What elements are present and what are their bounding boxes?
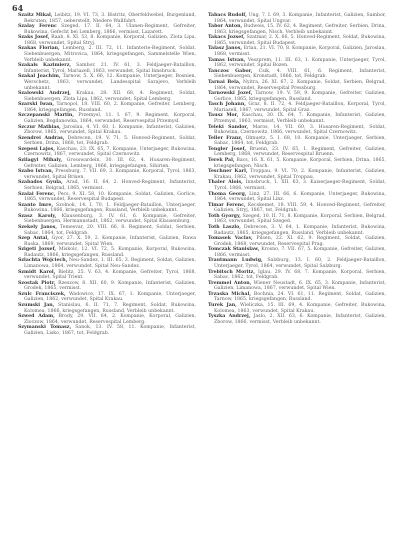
entry-text: Sanok, 13. IV. 58, 11. Kompanie, Infanterist, Galizien, Lisko, 1867, tot, Feldgrab. bbox=[24, 325, 196, 336]
entry-text: Szolnok, 14. I. 70, 1. Feldjaeger-Bataillon, Unterjaeger, Bukowina, 1866, kriegsgefangen, Russland, Verbleib unbekannt. bbox=[24, 202, 196, 214]
list-item bbox=[208, 314, 386, 325]
list-item bbox=[18, 74, 196, 91]
entry-text: Arad, 16. II. 64, 2. Honved-Regiment, Infanterist, Serbien, Belgrad, 1865, vermisst. bbox=[24, 180, 196, 191]
entry-text: Wadowice, 17. IX. 67, 1. Kompanie, Unterjaeger, Galizien, 1862, verwundet, Spital Krakau. bbox=[24, 291, 196, 303]
entry-name: Szabados Gyula, bbox=[18, 180, 63, 186]
entry-name: Toth Laszlo, bbox=[208, 224, 241, 230]
list-item bbox=[208, 58, 386, 69]
entry-name: Tamas Istvan, bbox=[208, 57, 246, 63]
entry-name: Szakals Kazimierz, bbox=[18, 63, 72, 69]
list-item bbox=[208, 214, 386, 225]
list-item bbox=[18, 158, 196, 169]
entry-text: Maros, 14. VII. 60, 3. Husaren-Regiment, Soldat, Bukowina, Czernowitz, 1866, verwundet, Spital Czernowitz. bbox=[214, 124, 386, 136]
list-item bbox=[208, 292, 386, 303]
entry-name: Teschner Karl, bbox=[208, 169, 248, 175]
entry-text: Bielitz, 25. V. 63, 4. Kompanie, Gefreiter, Tyrol, 1868, verwundet, Spital Trient. bbox=[24, 269, 196, 281]
list-item bbox=[208, 158, 386, 169]
entry-name: Trebitsch Moritz, bbox=[208, 269, 255, 275]
list-item bbox=[208, 180, 386, 191]
entry-text: Wieliczka, 15. III. 69, 4. Kompanie, Gefreiter, Bukowina, Kolomea, 1863, verwundet, Spital Krakau. bbox=[214, 303, 387, 314]
list-item bbox=[18, 247, 196, 258]
entry-text: Szeged, 17. II. 64, 3. Ulanen-Regiment, Gefreiter, Bukowina, Gefecht bei Lemberg, 1866, vermisst, Lazarett. bbox=[24, 24, 196, 35]
left-column bbox=[18, 13, 196, 337]
entry-text: Budweis, 15. IV. 62, 4. Regiment, Gefreiter, Serbien, Drina, 1863, kriegsgefangen, Nisch, Verbleib unbekannt. bbox=[214, 24, 386, 35]
list-item bbox=[208, 147, 386, 158]
entry-name: Trzaska Michal, bbox=[208, 291, 251, 297]
entry-name: Szymanski Tomasz, bbox=[18, 325, 72, 331]
entry-text: Gyor, 27. X. 59, 2. Kompanie, Infanterist, Galizien, Rawa Ruska, 1869, verwundet, Spital Wien. bbox=[24, 236, 197, 247]
entry-text: Troppau, 9. VI. 70, 2. Kompanie, Infanterist, Galizien, Krakau, 1862, verwundet, Spital Troppau. bbox=[214, 169, 386, 180]
entry-name: Talasz Janos, bbox=[208, 46, 242, 52]
list-item bbox=[208, 270, 386, 281]
entry-name: Szakal Joachim, bbox=[18, 74, 61, 80]
entry-name: Szep Antal, bbox=[18, 236, 49, 242]
entry-text: Wiener Neustadt, 6. IX. 65, 3. Kompanie, Infanterist, Galizien, Limanowa, 1867, verwundet, Spital Wien. bbox=[214, 280, 386, 292]
entry-text: Przemysl, 11. I. 67, 9. Regiment, Korporal, Galizien, Bogdanowka, 1864, verwundet, Reservespital Przemysl. bbox=[24, 113, 196, 124]
entry-name: Tomczak Stanislaw, bbox=[208, 247, 260, 253]
list-item bbox=[208, 91, 386, 102]
entry-text: Debrecen, 3. V. 64, 1. Kompanie, Infanterist, Bukowina, Radautz, 1865, kriegsgefangen, Russland, Verbleib unbekannt. bbox=[214, 224, 386, 236]
entry-name: Tanczos Gabor, bbox=[208, 68, 253, 74]
entry-name: Trautmann Ludwig, bbox=[208, 258, 263, 264]
list-item bbox=[18, 203, 196, 214]
entry-text: Olmuetz, 5. I. 68, 10. Kompanie, Unterjaeger, Serbien, Sabac, 1864, tot, Feldgrab. bbox=[214, 135, 386, 147]
entry-name: Turek Jan, bbox=[208, 303, 237, 309]
entry-text: Csik, 4. VIII. 61, 6. Regiment, Infanterist, Siebenbuergen, Kronstadt, 1866, tot, Feldgrab. bbox=[214, 68, 386, 80]
list-item bbox=[208, 13, 386, 24]
entry-name: Szlachta Wojciech, bbox=[18, 258, 68, 264]
list-item bbox=[208, 236, 386, 247]
list-item bbox=[18, 113, 196, 124]
list-item bbox=[208, 80, 386, 91]
entry-text: Bacs, 16. X. 61, 5. Kompanie, Korporal, Serbien, Drina, 1865, kriegsgefangen, Nisch. bbox=[214, 158, 386, 169]
right-column bbox=[208, 13, 386, 325]
entry-text: Iglau, 29. IV. 68, 7. Kompanie, Korporal, Serbien, Sabac, 1862, tot, Feldgrab. bbox=[214, 269, 386, 281]
entry-text: Erlau, 21. VI. 70, 8. Kompanie, Korporal, Galizien, Jaroslau, 1868, vermisst. bbox=[214, 46, 386, 58]
list-item bbox=[208, 136, 386, 147]
entry-text: Pecs, 9. XI. 58, 10. Kompanie, Soldat, Galizien, Gorlice, 1865, verwundet, Reservespital Budapest. bbox=[24, 191, 196, 203]
entry-name: Szostak Piotr, bbox=[18, 280, 56, 286]
list-item bbox=[18, 292, 196, 303]
list-item bbox=[18, 147, 196, 158]
entry-text: Tarnopol, 18. VIII. 60, 2. Kompanie, Gefreiter, Lemberg, 1864, kriegsgefangen, Russland. bbox=[24, 102, 196, 113]
entry-text: Kaschau, 23. IX. 65, 7. Kompanie, Unterjaeger, Bukowina, Czernowitz, 1867, verwundet, Spital Czernowitz. bbox=[24, 146, 196, 158]
entry-text: Grosswardein, 30. III. 62, 4. Husaren-Regiment, Gefreiter, Galizien, Lemberg, 1866, kriegsgefangen, Sibirien. bbox=[24, 158, 196, 169]
entry-text: Tarnow, 5. X. 66, 12. Kompanie, Unterjaeger, Bosnien, Werschetz, 1863, verwundet, Landesspital Sarajevo, Verbleib unbekannt. bbox=[24, 74, 196, 91]
list-item bbox=[18, 314, 196, 325]
entry-text: Raab, 8. XI. 53, 8. Kompanie, Korporal, Galizien, Zlota Lipa, 1868, verwundet, Spital Stryj. bbox=[24, 35, 197, 46]
entry-name: Takacs Jozsef, bbox=[208, 35, 245, 41]
entry-name: Szumski Jan, bbox=[18, 303, 55, 309]
list-item bbox=[208, 192, 386, 203]
entry-name: Szmidt Karol, bbox=[18, 269, 56, 275]
list-item bbox=[18, 281, 196, 292]
entry-name: Szendrei Andras, bbox=[18, 135, 65, 141]
entry-name: Szasz Karoly, bbox=[18, 213, 57, 219]
entry-name: Tasch Johann, bbox=[208, 102, 246, 108]
entry-name: Szalai Ferenc, bbox=[18, 191, 56, 197]
entry-text: Pilsen, 22. XI. 62, 9. Regiment, Soldat, Galizien, Grodek, 1868, verwundet, Reservespital Prag. bbox=[214, 236, 386, 247]
page-number: 64 bbox=[12, 3, 24, 13]
entry-name: Terek Pal, bbox=[208, 158, 235, 164]
list-item bbox=[208, 113, 386, 124]
list-item bbox=[18, 180, 196, 191]
entry-name: Tomasek Vaclav, bbox=[208, 236, 253, 242]
entry-text: Miskolc, 12. VI. 72, 5. Kompanie, Korporal, Bukowina, Radautz, 1866, kriegsgefangen, Russland. bbox=[24, 247, 196, 258]
entry-name: Tausz Mor, bbox=[208, 113, 239, 119]
entry-text: Nyitra, 26. XI. 67, 2. Kompanie, Soldat, Serbien, Belgrad, 1864, verwundet, Reservespital Pressburg. bbox=[214, 79, 386, 91]
list-item bbox=[208, 24, 386, 35]
list-item bbox=[18, 270, 196, 281]
entry-name: Tremmel Anton, bbox=[208, 280, 252, 286]
list-item bbox=[208, 169, 386, 180]
list-item bbox=[18, 46, 196, 63]
list-item bbox=[18, 63, 196, 74]
list-item bbox=[208, 69, 386, 80]
list-item bbox=[18, 325, 196, 336]
list-item bbox=[208, 258, 386, 269]
entry-name: Szilagyi Mihaly, bbox=[18, 158, 63, 164]
entry-name: Szaks Josef, bbox=[18, 35, 50, 41]
list-item bbox=[18, 169, 196, 180]
entry-text: Ung, 7. I. 69, 3. Kompanie, Infanterist, Galizien, Sambor, 1864, verwundet, Spital Ungvar. bbox=[214, 13, 386, 24]
entry-name: Szanto Imre, bbox=[18, 202, 54, 208]
entry-text: Linz, 27. III. 66, 6. Kompanie, Unterjaeger, Bukowina, 1864, verwundet, Spital Linz. bbox=[214, 191, 386, 203]
entry-text: Krakau, 28. XII. 68, 4. Regiment, Soldat, Siebenbuergen, Zlota Lipa, 1862, verwundet, Spital Lemberg. bbox=[24, 91, 196, 102]
list-item bbox=[18, 192, 196, 203]
list-item bbox=[18, 35, 196, 46]
entry-text: Jaslo, 2. XII. 63, 6. Kompanie, Infanterist, Galizien, Zborow, 1866, vermisst, Verbleib unbekannt. bbox=[214, 314, 386, 325]
list-item bbox=[208, 281, 386, 292]
entry-text: Kaschau, 30. IX. 64, 7. Kompanie, Infanterist, Galizien, Przemysl, 1863, vermisst, Verbleib unbekannt. bbox=[214, 113, 387, 124]
list-item bbox=[18, 225, 196, 236]
entry-name: Thaler Alois, bbox=[208, 180, 243, 186]
entry-text: Salzburg, 13. I. 60, 2. Feldjaeger-Bataillon, Unterjaeger, Tyrol, 1864, verwundet, Spital Salzburg. bbox=[214, 258, 386, 270]
entry-text: Neu-Sandez, 1. III. 65, 3. Regiment, Soldat, Galizien, Limanowa, 1864, verwundet, Spital Neu-Sandez. bbox=[24, 258, 196, 270]
entry-name: Szulc Franciszek, bbox=[18, 291, 66, 297]
list-item bbox=[208, 247, 386, 258]
entry-name: Szakas Florian, bbox=[18, 46, 60, 52]
entry-text: Temesvar, 20. VIII. 66, 8. Regiment, Soldat, Serbien, Sabac, 1864, tot, Feldgrab. bbox=[24, 224, 196, 236]
list-item bbox=[18, 214, 196, 225]
list-item bbox=[18, 136, 196, 147]
entry-name: Tabacs Rudolf, bbox=[208, 13, 247, 18]
entry-text: Bochnia, 24. VI. 61, 11. Regiment, Soldat, Galizien, Tarnow, 1865, kriegsgefangen, Russland. bbox=[214, 291, 386, 303]
entry-text: Kecskemet, 18. VIII. 59, 4. Honved-Regiment, Gefreiter, Galizien, Stryj, 1867, tot, Feldgrab. bbox=[214, 202, 386, 214]
entry-name: Szaitz Mikal, bbox=[18, 13, 53, 18]
entry-text: Szeged, 10. II. 71, 8. Kompanie, Korporal, Serbien, Belgrad, 1863, verwundet, Spital Szeged. bbox=[214, 213, 386, 225]
entry-text: Innsbruck, 1. XII. 63, 3. Kaiserjaeger-Regiment, Soldat, Tyrol, 1866, vermisst. bbox=[214, 180, 386, 191]
entry-name: Szepesi Lajos, bbox=[18, 146, 55, 152]
list-item bbox=[18, 236, 196, 247]
entry-text: Sambor, 21. IV. 61, 3. Feldjaeger-Bataillon, Infanterist, Tyrol, Mariazell, 1863, verwundet, Spital Innsbruck. bbox=[24, 63, 196, 74]
entry-name: Szczur Mathias, bbox=[18, 124, 61, 130]
list-item bbox=[208, 46, 386, 57]
entry-name: Tabor Anton, bbox=[208, 24, 243, 30]
entry-text: Brody, 29. VII. 64, 2. Kompanie, Korporal, Galizien, Zloczow, 1864, verwundet, Reservespital Lemberg. bbox=[24, 314, 196, 325]
list-item bbox=[18, 303, 196, 314]
entry-name: Toth Gyorgy, bbox=[208, 213, 241, 219]
entry-name: Timar Ferenc, bbox=[208, 202, 246, 208]
entry-name: Szekely Janos, bbox=[18, 224, 57, 230]
list-item bbox=[18, 125, 196, 136]
entry-name: Szigeti Jozsef, bbox=[18, 247, 57, 253]
entry-name: Tarnai Bela, bbox=[208, 79, 241, 85]
entry-text: Krosno, 7. VII. 67, 5. Kompanie, Gefreiter, Galizien, 1866, vermisst. bbox=[214, 247, 386, 258]
entry-text: Stanislau, 6. II. 71, 7. Regiment, Soldat, Bukowina, Kolomea, 1866, kriegsgefangen, Russland, Verbleib unbekannt. bbox=[24, 303, 197, 314]
entry-name: Thoma Georg, bbox=[208, 191, 247, 197]
entry-text: Pressburg, 7. VII. 69, 3. Kompanie, Korporal, Tyrol, 1863, verwundet, Spital Brixen. bbox=[24, 169, 196, 180]
entry-text: Graz, 8. II. 72, 4. Feldjaeger-Bataillon, Korporal, Tyrol, Mariazell, 1867, verwundet, Spital Graz. bbox=[214, 102, 387, 113]
list-item bbox=[208, 303, 386, 314]
list-item bbox=[208, 102, 386, 113]
list-item bbox=[18, 24, 196, 35]
entry-name: Teleki Sandor, bbox=[208, 124, 249, 130]
entry-text: Klausenburg, 3. IV. 61, 6. Kompanie, Gefreiter, Siebenbuergen, Hermannstadt, 1862, verwundet, Spital Klausenburg. bbox=[24, 213, 196, 225]
entry-name: Tarnowski Jozef, bbox=[208, 91, 253, 97]
entry-name: Szczepanski Martin, bbox=[18, 113, 74, 119]
entry-name: Szalowski Andrzej, bbox=[18, 91, 71, 97]
entry-name: Szabo Istvan, bbox=[18, 169, 54, 175]
entry-text: Veszprem, 11. III. 63, 1. Kompanie, Unterjaeger, Tyrol, 1862, verwundet, Spital Bozen. bbox=[214, 57, 386, 69]
entry-name: Teller Franz, bbox=[208, 135, 243, 141]
entry-text: Bruenn, 23. IV. 65, 1. Regiment, Gefreiter, Galizien, Lemberg, 1868, verwundet, Reservespital Bruenn. bbox=[214, 146, 386, 158]
list-item bbox=[18, 91, 196, 102]
list-item bbox=[18, 13, 196, 24]
list-item bbox=[208, 225, 386, 236]
entry-name: Tengler Josef, bbox=[208, 146, 246, 152]
entry-text: Rzeszow, 8. XII. 60, 9. Kompanie, Infanterist, Galizien, Grodek, 1865, vermisst. bbox=[24, 280, 196, 292]
entry-text: Tarnow, 19. V. 59, 9. Kompanie, Gefreiter, Galizien, Gorlice, 1865, kriegsgefangen, Russland. bbox=[214, 91, 386, 102]
entry-name: Tyszka Andrzej, bbox=[208, 314, 251, 320]
entry-text: Debrecen, 19. V. 71, 5. Honved-Regiment, Soldat, Serbien, Drina, 1868, tot, Feldgrab. bbox=[24, 135, 196, 147]
list-item bbox=[18, 102, 196, 113]
entry-text: Jaroslau, 4. VI. 60, 1. Kompanie, Infanterist, Galizien, Zborow, 1865, verwundet, Spital Krakau. bbox=[24, 124, 197, 136]
entry-name: Szarski Iwan, bbox=[18, 102, 55, 108]
entry-name: Szwed Adam, bbox=[18, 314, 55, 320]
list-item bbox=[18, 258, 196, 269]
entry-text: Leibitz, 19. VI. 73, 3. Bistritz, Oberfeldwebel, Burgenland, Rekruten, 1857, ueberstellt, Niedere Wallfahrt. bbox=[24, 13, 196, 24]
entry-name: Szalay Ferenc bbox=[18, 24, 57, 30]
list-item bbox=[208, 125, 386, 136]
list-item bbox=[208, 35, 386, 46]
list-item bbox=[208, 203, 386, 214]
entry-text: Szatmar, 2. X. 66, 5. Honved-Regiment, Soldat, Bukowina, 1865, verwundet, Spital Budapest. bbox=[214, 35, 386, 46]
entry-text: Lemberg, 2. III. 72, 11. Infanterie-Regiment, Soldat, Siebenbuergen, Mitrovica, 1864, kriegsgefangen, Sammelstelle Wien, Verbleib unbekannt. bbox=[24, 46, 196, 63]
